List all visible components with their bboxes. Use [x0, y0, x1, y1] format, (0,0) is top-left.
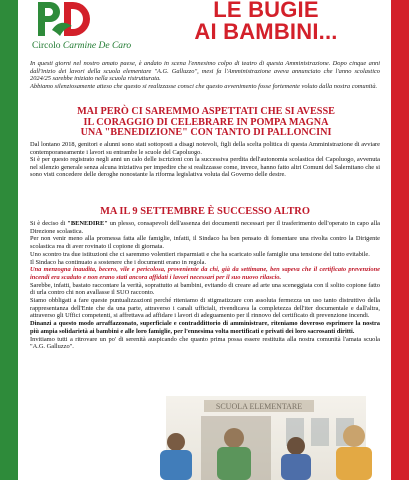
subheading-september: MA IL 9 SETTEMBRE È SUCCESSO ALTRO — [100, 206, 310, 217]
flyer-header — [26, 0, 383, 58]
intro-paragraph: Abbiamo silenziosamente atteso che questo si realizzasse consci che questo avvenimento fosse fortemente voluto dalla nostra comunità. — [30, 82, 378, 90]
intro-text — [30, 60, 380, 90]
body-paragraph: Sarebbe, infatti, bastato raccontare la verità, soprattutto ai bambini, evitando di creare ad arte una sceneggiata con il solito copione fatto di urla contro chi non avallasse il SUO racconto. — [30, 281, 380, 297]
left-green-stripe — [0, 0, 18, 480]
highlighted-paragraph: Una menzogna inaudita, becero, vile e pericolosa, proveniente da chi, già da settimane, ben sapeva che il certificato prevenzione incendi era scaduto e non erano stati ancora affidati i lavori necessari per il suo nuovo rilascio. — [30, 266, 380, 281]
body-paragraph: Il Sindaco ha continuato a sostenere che i documenti erano in regola. — [30, 258, 207, 266]
school-children-photo — [106, 392, 383, 480]
flyer-page — [26, 0, 383, 480]
headline — [166, 0, 366, 42]
body-paragraph: Invitiamo tutti a ritrovare un po' di serenità auspicando che quanto prima possa essere restituita alla nostra comunità l'amata scuola "A.G. Galluzzo". — [30, 335, 380, 351]
body-section-1 — [30, 141, 380, 179]
body-paragraph: Uno scontro tra due istituzioni che ci saremmo volentieri risparmiati e che ha scaricato sulle famiglie una tensione del tutto evitabile. — [30, 250, 370, 258]
body-section-2 — [30, 220, 380, 351]
body-paragraph: Si è per questo registrato negli anni un calo delle iscrizioni con la successiva perdita dell'autonomia scolastica del Capoluogo, avvenuta nel silenzio generale senza alcuna iniziativa per impedire che si realizzasse come, invece, hanno fatto altri Comuni del Salernitano che si sono visti concedere delle deroghe nonostante la riforma legislativa voluta dal Governo delle destre. — [30, 156, 380, 179]
body-paragraph: Per non venir meno alla promessa fatta alle famiglie, infatti, il Sindaco ha ben pensato di fomentare una rivolta contro la Dirigente scolastica rea di aver rovinato il copione di giornata. — [30, 235, 380, 251]
headline-line1: LE BUGIE — [213, 0, 319, 22]
bold-paragraph: Dinanzi a questo modo arraffazzonato, superficiale e contraddittorio di amministrare, riteniamo doveroso esprimere la nostra più ampia solidarietà ai bambini e alle loro famiglie, per l'ennesima volta mortificati e privati dei loro sacrosanti diritti. — [30, 320, 380, 335]
body-paragraph: Dal lontano 2018, genitori e alunni sono stati sottoposti a disagi notevoli, figli della scelta politica di questa Amministrazione di avviare contemporaneamente i lavori su entrambe le scuole del Capoluogo. — [30, 141, 380, 156]
subheading-celebration: MAI PERÒ CI SAREMMO ASPETTATI CHE SI AVESSE IL CORAGGIO DI CELEBRARE IN POMPA MAGNA UNA "BENEDIZIONE" CON TANTO DI PALLONCINI — [77, 106, 335, 138]
body-paragraph: Siamo obbligati a fare queste puntualizzazioni perché riteniamo di stigmatizzare con assoluta fermezza un uso tanto distruttivo della rappresentanza dell'Ente che da una parte, attraverso i canali ufficiali, rivendicava la completezza dell'iter documentale e dall'altra, attraverso gli Uffici competenti, si affrettava ad affidare i lavori di adeguamento per il rinnovo del certificato di prevenzione incendi. — [30, 297, 380, 320]
headline-line2: AI BAMBINI... — [194, 19, 338, 44]
intro-paragraph: In questi giorni nel nostro amato paese, è andato in scena l'ennesimo colpo di teatro di questa Amministrazione. Dopo cinque anni dall'inizio dei lavori della scuola elementare "A.G. Galluzzo", mesi fa l'Amministrazione aveva annunciato che l'anno scolastico 2024/25 sarebbe iniziato nella scuola ristrutturata. — [30, 60, 380, 83]
right-red-stripe — [391, 0, 409, 480]
body-paragraph: Si è deciso di "BENEDIRE" un plesso, consapevoli dell'assenza dei documenti necessari per il trasferimento dell'operato in capo alla Direzione scolastica. — [30, 220, 380, 235]
school-sign-text: SCUOLA ELEMENTARE — [215, 402, 303, 411]
pd-logo-icon — [34, 0, 94, 40]
school-photo-image — [106, 392, 383, 480]
circolo-label: Circolo Carmine De Caro — [32, 41, 132, 51]
pd-logo — [34, 0, 94, 40]
